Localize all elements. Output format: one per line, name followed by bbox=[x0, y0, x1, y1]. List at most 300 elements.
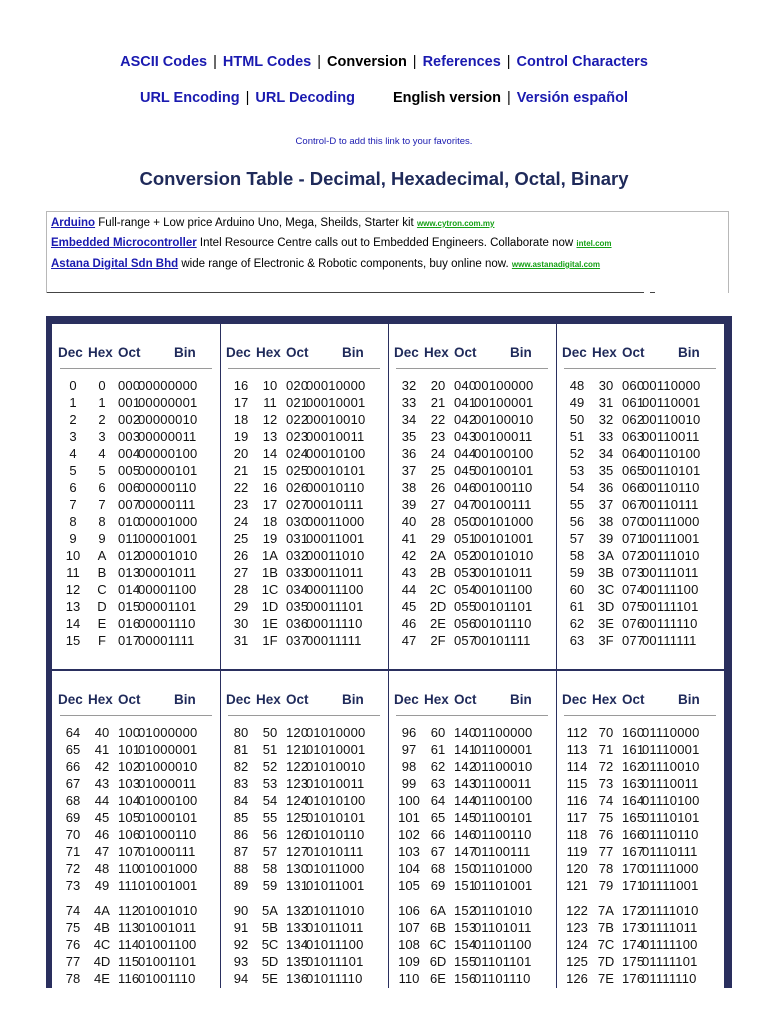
oct-value: 141 bbox=[454, 742, 477, 757]
bin-value: 01000111 bbox=[138, 844, 196, 859]
oct-value: 004 bbox=[118, 446, 141, 461]
oct-value: 126 bbox=[286, 827, 309, 842]
table-row bbox=[556, 759, 724, 776]
bin-value: 01110110 bbox=[642, 827, 699, 842]
table-row bbox=[52, 861, 220, 878]
nav-link-ascii-codes[interactable]: ASCII Codes bbox=[120, 54, 208, 70]
table-row bbox=[556, 903, 724, 920]
oct-value: 135 bbox=[286, 954, 309, 969]
bin-value: 00011000 bbox=[306, 514, 365, 529]
oct-value: 176 bbox=[622, 971, 645, 986]
dec-value: 114 bbox=[566, 759, 588, 774]
table-row bbox=[388, 633, 556, 650]
bin-value: 01000001 bbox=[138, 742, 198, 757]
dec-value: 119 bbox=[566, 844, 588, 859]
table-row bbox=[388, 971, 556, 988]
dec-value: 87 bbox=[233, 844, 249, 859]
hex-value: 3B bbox=[598, 565, 614, 580]
oct-value: 100 bbox=[118, 725, 141, 740]
bin-value: 00110010 bbox=[642, 412, 701, 427]
oct-value: 005 bbox=[118, 463, 141, 478]
table-row bbox=[52, 793, 220, 810]
dec-value: 61 bbox=[569, 599, 585, 614]
oct-value: 125 bbox=[286, 810, 309, 825]
dec-value: 94 bbox=[233, 971, 249, 986]
table-row bbox=[388, 463, 556, 480]
nav-link-control-characters[interactable]: Control Characters bbox=[516, 54, 648, 70]
oct-value: 006 bbox=[118, 480, 141, 495]
bin-value: 00110110 bbox=[642, 480, 700, 495]
bin-value: 00110111 bbox=[642, 497, 699, 512]
dec-value: 35 bbox=[401, 429, 417, 444]
table-row bbox=[52, 759, 220, 776]
ad-link-embedded-microcontroller[interactable]: Embedded Microcontroller bbox=[51, 237, 197, 249]
oct-value: 173 bbox=[622, 920, 645, 935]
table-row bbox=[388, 810, 556, 827]
hex-value: 4D bbox=[93, 954, 111, 969]
hex-value: 61 bbox=[430, 742, 446, 757]
bin-value: 00000011 bbox=[138, 429, 197, 444]
dec-value: 67 bbox=[65, 776, 81, 791]
dec-value: 48 bbox=[569, 378, 585, 393]
oct-value: 113 bbox=[118, 920, 140, 935]
bin-value: 01010011 bbox=[306, 776, 365, 791]
bin-value: 01101001 bbox=[474, 878, 533, 893]
table-row bbox=[220, 412, 388, 429]
hex-value: 49 bbox=[94, 878, 110, 893]
dec-value: 90 bbox=[233, 903, 249, 918]
dec-value: 83 bbox=[233, 776, 249, 791]
hex-value: 53 bbox=[262, 776, 278, 791]
dec-value: 76 bbox=[65, 937, 81, 952]
bin-value: 00011010 bbox=[306, 548, 365, 563]
bin-value: 00001110 bbox=[138, 616, 196, 631]
hex-value: 0 bbox=[98, 378, 106, 393]
dec-value: 123 bbox=[566, 920, 588, 935]
hex-value: 2D bbox=[429, 599, 447, 614]
oct-value: 174 bbox=[622, 937, 645, 952]
ad-border bbox=[728, 212, 729, 293]
hex-value: 2 bbox=[98, 412, 106, 427]
hex-value: 1E bbox=[262, 616, 278, 631]
dec-value: 51 bbox=[569, 429, 585, 444]
oct-value: 171 bbox=[622, 878, 645, 893]
oct-value: 104 bbox=[118, 793, 141, 808]
favorites-note: Control-D to add this link to your favorites. bbox=[295, 136, 473, 147]
hex-value: 68 bbox=[430, 861, 446, 876]
bin-value: 00101111 bbox=[474, 633, 531, 648]
hex-value: 1F bbox=[262, 633, 278, 648]
dec-value: 49 bbox=[569, 395, 585, 410]
table-row bbox=[52, 429, 220, 446]
table-row bbox=[388, 878, 556, 895]
oct-value: 003 bbox=[118, 429, 141, 444]
table-row bbox=[556, 463, 724, 480]
hex-value: 40 bbox=[94, 725, 110, 740]
bin-value: 01100001 bbox=[474, 742, 533, 757]
lang-link-spanish[interactable]: Versión español bbox=[516, 90, 628, 106]
table-row bbox=[52, 412, 220, 429]
dec-value: 60 bbox=[569, 582, 585, 597]
dec-value: 84 bbox=[233, 793, 249, 808]
table-row bbox=[388, 599, 556, 616]
header-dec: Dec bbox=[226, 692, 251, 707]
table-row bbox=[52, 971, 220, 988]
hex-value: 30 bbox=[598, 378, 614, 393]
dec-value: 69 bbox=[65, 810, 81, 825]
oct-value: 056 bbox=[454, 616, 477, 631]
table-row bbox=[388, 497, 556, 514]
oct-value: 014 bbox=[118, 582, 141, 597]
hex-value: 1A bbox=[262, 548, 278, 563]
dec-value: 78 bbox=[65, 971, 81, 986]
hex-value: 71 bbox=[598, 742, 614, 757]
hex-value: 3 bbox=[98, 429, 106, 444]
dec-value: 24 bbox=[233, 514, 249, 529]
table-row bbox=[220, 565, 388, 582]
dec-value: 8 bbox=[69, 514, 77, 529]
table-row bbox=[52, 446, 220, 463]
table-row bbox=[220, 827, 388, 844]
bin-value: 00101001 bbox=[474, 531, 534, 546]
header-hex: Hex bbox=[256, 345, 281, 360]
hex-value: 6 bbox=[98, 480, 106, 495]
header-oct: Oct bbox=[286, 345, 309, 360]
oct-value: 061 bbox=[622, 395, 645, 410]
hex-value: 5E bbox=[262, 971, 278, 986]
dec-value: 0 bbox=[69, 378, 77, 393]
table-row bbox=[52, 725, 220, 742]
column-divider bbox=[556, 324, 557, 669]
oct-value: 070 bbox=[622, 514, 645, 529]
nav-link-references[interactable]: References bbox=[422, 54, 501, 70]
hex-value: 60 bbox=[430, 725, 446, 740]
oct-value: 166 bbox=[622, 827, 645, 842]
oct-value: 044 bbox=[454, 446, 477, 461]
column-divider bbox=[220, 324, 221, 669]
ad-item bbox=[51, 217, 494, 229]
hex-value: 6C bbox=[429, 937, 447, 952]
bin-value: 01101010 bbox=[474, 903, 533, 918]
bin-value: 00111000 bbox=[642, 514, 700, 529]
oct-value: 165 bbox=[622, 810, 645, 825]
bin-value: 01111110 bbox=[642, 971, 697, 986]
bin-value: 00100101 bbox=[474, 463, 534, 478]
hex-value: 52 bbox=[262, 759, 278, 774]
hex-value: 48 bbox=[94, 861, 110, 876]
bin-value: 00000101 bbox=[138, 463, 198, 478]
header-bin: Bin bbox=[510, 692, 532, 707]
nav-separator: | bbox=[317, 54, 322, 70]
bin-value: 01110010 bbox=[642, 759, 700, 774]
oct-value: 015 bbox=[118, 599, 141, 614]
table-block-64-127 bbox=[52, 671, 724, 988]
oct-value: 047 bbox=[454, 497, 477, 512]
bin-value: 00111110 bbox=[642, 616, 698, 631]
nav-link-html-codes[interactable]: HTML Codes bbox=[222, 54, 312, 70]
header-hex: Hex bbox=[256, 692, 281, 707]
header-rule bbox=[228, 368, 380, 369]
hex-value: 62 bbox=[430, 759, 446, 774]
bin-value: 01010000 bbox=[306, 725, 366, 740]
oct-value: 073 bbox=[622, 565, 645, 580]
hex-value: 5B bbox=[262, 920, 278, 935]
table-row bbox=[220, 514, 388, 531]
hex-value: 18 bbox=[262, 514, 278, 529]
bin-value: 00000100 bbox=[138, 446, 198, 461]
bin-value: 01100100 bbox=[474, 793, 533, 808]
bin-value: 00011110 bbox=[306, 616, 363, 631]
oct-value: 175 bbox=[622, 954, 645, 969]
hex-value: 9 bbox=[98, 531, 106, 546]
table-row bbox=[52, 378, 220, 395]
ad-url[interactable]: www.cytron.com.my bbox=[416, 219, 495, 228]
dec-value: 101 bbox=[398, 810, 420, 825]
bin-value: 00111010 bbox=[642, 548, 700, 563]
bin-value: 01001001 bbox=[138, 878, 198, 893]
bin-value: 01001110 bbox=[138, 971, 196, 986]
dec-value: 29 bbox=[233, 599, 249, 614]
oct-value: 111 bbox=[118, 878, 139, 893]
bin-value: 00100111 bbox=[474, 497, 532, 512]
hex-value: 12 bbox=[262, 412, 278, 427]
column-divider bbox=[388, 671, 389, 988]
oct-value: 025 bbox=[286, 463, 309, 478]
dec-value: 2 bbox=[69, 412, 77, 427]
dec-value: 42 bbox=[401, 548, 417, 563]
bin-value: 00000001 bbox=[138, 395, 198, 410]
bin-value: 01011110 bbox=[306, 971, 363, 986]
oct-value: 054 bbox=[454, 582, 477, 597]
table-row bbox=[220, 395, 388, 412]
table-row bbox=[52, 742, 220, 759]
dec-value: 85 bbox=[233, 810, 249, 825]
hex-value: 4 bbox=[98, 446, 106, 461]
ad-link-astana-digital[interactable]: Astana Digital Sdn Bhd bbox=[51, 258, 179, 270]
oct-value: 155 bbox=[454, 954, 477, 969]
bin-value: 01001100 bbox=[138, 937, 197, 952]
hex-value: 3F bbox=[598, 633, 614, 648]
bin-value: 01111010 bbox=[642, 903, 699, 918]
table-row bbox=[52, 844, 220, 861]
hex-value: 6A bbox=[430, 903, 446, 918]
table-row bbox=[388, 793, 556, 810]
table-column bbox=[556, 324, 724, 669]
table-row bbox=[556, 937, 724, 954]
oct-value: 122 bbox=[286, 759, 309, 774]
table-row bbox=[220, 776, 388, 793]
bin-value: 01010101 bbox=[306, 810, 366, 825]
bin-value: 01000101 bbox=[138, 810, 198, 825]
nav-link-url-decoding[interactable]: URL Decoding bbox=[255, 90, 356, 106]
oct-value: 136 bbox=[286, 971, 309, 986]
bin-value: 00010100 bbox=[306, 446, 366, 461]
table-row bbox=[388, 378, 556, 395]
oct-value: 161 bbox=[622, 742, 645, 757]
oct-value: 167 bbox=[622, 844, 645, 859]
oct-value: 001 bbox=[118, 395, 141, 410]
bin-value: 00001001 bbox=[138, 531, 198, 546]
oct-value: 144 bbox=[454, 793, 477, 808]
table-row bbox=[388, 565, 556, 582]
oct-value: 131 bbox=[286, 878, 309, 893]
header-hex: Hex bbox=[88, 345, 113, 360]
table-row bbox=[220, 878, 388, 895]
hex-value: 2B bbox=[430, 565, 446, 580]
header-dec: Dec bbox=[562, 345, 587, 360]
dec-value: 27 bbox=[233, 565, 249, 580]
table-row bbox=[220, 429, 388, 446]
hex-value: 7D bbox=[597, 954, 615, 969]
hex-value: 1B bbox=[262, 565, 278, 580]
oct-value: 075 bbox=[622, 599, 645, 614]
table-row bbox=[556, 378, 724, 395]
table-row bbox=[388, 616, 556, 633]
ad-link-arduino[interactable]: Arduino bbox=[51, 217, 96, 229]
dec-value: 71 bbox=[65, 844, 81, 859]
table-row bbox=[556, 599, 724, 616]
header-hex: Hex bbox=[424, 345, 449, 360]
bin-value: 01011000 bbox=[306, 861, 365, 876]
oct-value: 150 bbox=[454, 861, 477, 876]
oct-value: 057 bbox=[454, 633, 477, 648]
dec-value: 93 bbox=[233, 954, 249, 969]
ad-divider-tick bbox=[650, 292, 655, 293]
table-row bbox=[220, 616, 388, 633]
hex-value: 70 bbox=[598, 725, 614, 740]
bin-value: 01101000 bbox=[474, 861, 533, 876]
bin-value: 00101110 bbox=[474, 616, 532, 631]
table-row bbox=[220, 759, 388, 776]
oct-value: 103 bbox=[118, 776, 141, 791]
dec-value: 118 bbox=[566, 827, 588, 842]
table-row bbox=[556, 429, 724, 446]
bin-value: 01101110 bbox=[474, 971, 531, 986]
header-rule bbox=[60, 715, 212, 716]
bin-value: 01001010 bbox=[138, 903, 198, 918]
dec-value: 89 bbox=[233, 878, 249, 893]
bin-value: 00000111 bbox=[138, 497, 196, 512]
table-row bbox=[220, 463, 388, 480]
bin-value: 00100001 bbox=[474, 395, 534, 410]
bin-value: 01111100 bbox=[642, 937, 698, 952]
hex-value: A bbox=[97, 548, 107, 563]
table-row bbox=[388, 582, 556, 599]
dec-value: 10 bbox=[65, 548, 81, 563]
oct-value: 160 bbox=[622, 725, 645, 740]
table-row bbox=[556, 480, 724, 497]
oct-value: 072 bbox=[622, 548, 645, 563]
table-row bbox=[556, 793, 724, 810]
table-row bbox=[52, 599, 220, 616]
oct-value: 023 bbox=[286, 429, 309, 444]
oct-value: 046 bbox=[454, 480, 477, 495]
nav-link-url-encoding[interactable]: URL Encoding bbox=[139, 90, 240, 106]
hex-value: 34 bbox=[598, 446, 614, 461]
table-row bbox=[220, 920, 388, 937]
hex-value: D bbox=[97, 599, 107, 614]
ad-url[interactable]: intel.com bbox=[576, 239, 612, 248]
bin-value: 01110100 bbox=[642, 793, 700, 808]
table-row bbox=[556, 844, 724, 861]
oct-value: 071 bbox=[622, 531, 645, 546]
hex-value: 36 bbox=[598, 480, 614, 495]
dec-value: 38 bbox=[401, 480, 417, 495]
table-header bbox=[220, 692, 388, 710]
hex-value: 31 bbox=[598, 395, 614, 410]
oct-value: 066 bbox=[622, 480, 645, 495]
oct-value: 007 bbox=[118, 497, 141, 512]
hex-value: 4B bbox=[94, 920, 110, 935]
dec-value: 50 bbox=[569, 412, 585, 427]
table-row bbox=[220, 725, 388, 742]
table-row bbox=[388, 776, 556, 793]
hex-value: 58 bbox=[262, 861, 278, 876]
bin-value: 00011111 bbox=[306, 633, 362, 648]
table-column bbox=[388, 324, 556, 669]
table-row bbox=[52, 827, 220, 844]
dec-value: 33 bbox=[401, 395, 417, 410]
table-row bbox=[556, 565, 724, 582]
oct-value: 041 bbox=[454, 395, 477, 410]
dec-value: 112 bbox=[566, 725, 588, 740]
hex-value: 25 bbox=[430, 463, 446, 478]
bin-value: 00000010 bbox=[138, 412, 198, 427]
dec-value: 64 bbox=[65, 725, 81, 740]
table-row bbox=[556, 497, 724, 514]
oct-value: 037 bbox=[286, 633, 309, 648]
table-column bbox=[52, 324, 220, 669]
dec-value: 113 bbox=[566, 742, 588, 757]
dec-value: 97 bbox=[401, 742, 417, 757]
hex-value: 4E bbox=[94, 971, 110, 986]
oct-value: 020 bbox=[286, 378, 309, 393]
bin-value: 01100010 bbox=[474, 759, 533, 774]
oct-value: 145 bbox=[454, 810, 477, 825]
bin-value: 01000000 bbox=[138, 725, 198, 740]
column-divider bbox=[388, 324, 389, 669]
hex-value: 32 bbox=[598, 412, 614, 427]
hex-value: 3A bbox=[598, 548, 614, 563]
hex-value: 24 bbox=[430, 446, 446, 461]
hex-value: 29 bbox=[430, 531, 446, 546]
table-row bbox=[52, 776, 220, 793]
dec-value: 103 bbox=[398, 844, 420, 859]
bin-value: 01111000 bbox=[642, 861, 699, 876]
table-row bbox=[556, 878, 724, 895]
hex-value: 44 bbox=[94, 793, 110, 808]
oct-value: 142 bbox=[454, 759, 477, 774]
dec-value: 98 bbox=[401, 759, 417, 774]
bin-value: 01010111 bbox=[306, 844, 364, 859]
oct-value: 123 bbox=[286, 776, 309, 791]
hex-value: 79 bbox=[598, 878, 614, 893]
dec-value: 66 bbox=[65, 759, 81, 774]
hex-value: 5D bbox=[261, 954, 279, 969]
dec-value: 109 bbox=[398, 954, 420, 969]
table-row bbox=[556, 531, 724, 548]
bin-value: 00111011 bbox=[642, 565, 699, 580]
bin-value: 01111001 bbox=[642, 878, 699, 893]
bin-value: 00011100 bbox=[306, 582, 364, 597]
ad-url[interactable]: www.astanadigital.com bbox=[511, 260, 601, 269]
dec-value: 32 bbox=[401, 378, 417, 393]
hex-value: 17 bbox=[262, 497, 278, 512]
dec-value: 45 bbox=[401, 599, 417, 614]
hex-value: 75 bbox=[598, 810, 614, 825]
table-header bbox=[52, 345, 220, 363]
hex-value: 50 bbox=[262, 725, 278, 740]
